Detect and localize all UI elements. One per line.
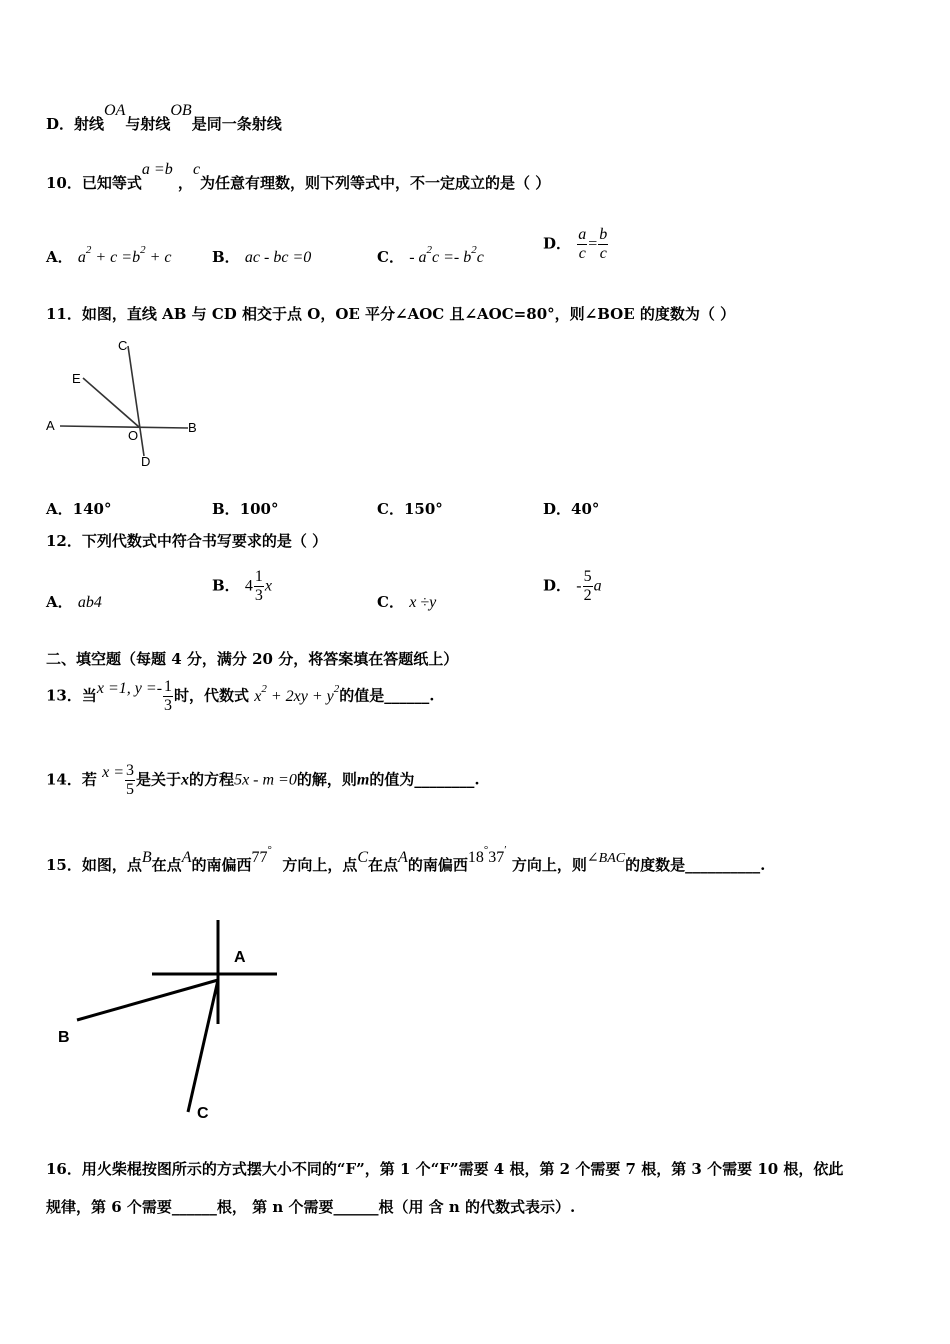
label-b: B — [58, 1029, 70, 1046]
ray-ac — [188, 980, 218, 1112]
question-16-line-2: 规律，第 6 个需要______根， 第 n 个需要______根（用 含 n 的代数式表示）. — [46, 1198, 576, 1216]
question-12: 12．下列代数式中符合书写要求的是（ ） — [46, 532, 328, 550]
label-c: C — [197, 1105, 209, 1122]
question-11: 11．如图，直线 AB 与 CD 相交于点 O，OE 平分∠AOC 且∠AOC=80°，则∠BOE 的度数为（ ） — [46, 305, 736, 323]
label-e: E — [72, 371, 81, 386]
label-a: A — [46, 418, 55, 433]
q11-option-d: D．40° — [543, 500, 600, 518]
line-ab — [60, 426, 188, 428]
q12-option-b: B． 4 $\frac{1}{3}$ x — [212, 568, 273, 604]
q10-option-b: B． ac - bc =0 — [212, 248, 312, 266]
label-a: A — [234, 949, 246, 966]
q12-option-d: D． - $\frac{5}{2}$ a — [543, 568, 602, 604]
q10-option-a: A． $a^2 + c =b^2 + c$ — [46, 244, 172, 266]
section-2-title: 二、填空题（每题 4 分，满分 20 分，将答案填在答题纸上） — [46, 650, 459, 668]
question-14: 14．若 x = $\frac{3}{5}$ 是关于x的方程5x - m =0的解，则m的值为________. — [46, 762, 480, 798]
q10-option-c: C． - $a^2c =- b^2c$ — [377, 244, 484, 266]
q11-figure — [40, 332, 220, 477]
label-c: C — [118, 338, 128, 353]
q11-option-b: B．100° — [212, 500, 279, 518]
ray-ab — [77, 980, 218, 1020]
q9-option-d: D．射线OA与射线OB是同一条射线 — [46, 102, 282, 133]
question-10: 10．已知等式a =b ，c为任意有理数，则下列等式中，不一定成立的是（ ） — [46, 161, 551, 192]
label-d: D — [141, 454, 151, 469]
question-13: 13．当x =1, y =- $\frac{1}{3}$ 时，代数式 $x^2 + 2xy + y^2$的值是______. — [46, 678, 435, 714]
q12-option-c: C． x ÷y — [377, 593, 437, 611]
label-o: O — [128, 428, 139, 443]
q12-option-a: A． ab4 — [46, 593, 102, 611]
label-b: B — [188, 420, 197, 435]
q11-option-a: A．140° — [46, 500, 112, 518]
q15-figure — [50, 912, 290, 1127]
q11-option-c: C．150° — [377, 500, 443, 518]
question-15: 15．如图，点B在点A的南偏西77° 方向上，点C在点A的南偏西18°37′ 方向上，则∠BAC的度数是__________. — [46, 844, 766, 874]
question-16-line-1: 16．用火柴棍按图所示的方式摆大小不同的“F”，第 1 个“F”需要 4 根，第 2 个需要 7 根，第 3 个需要 10 根，依此 — [46, 1160, 844, 1178]
q10-option-d: D． $\frac{a}{c}$ = $\frac{b}{c}$ — [543, 226, 608, 262]
ray-oe — [83, 378, 139, 427]
